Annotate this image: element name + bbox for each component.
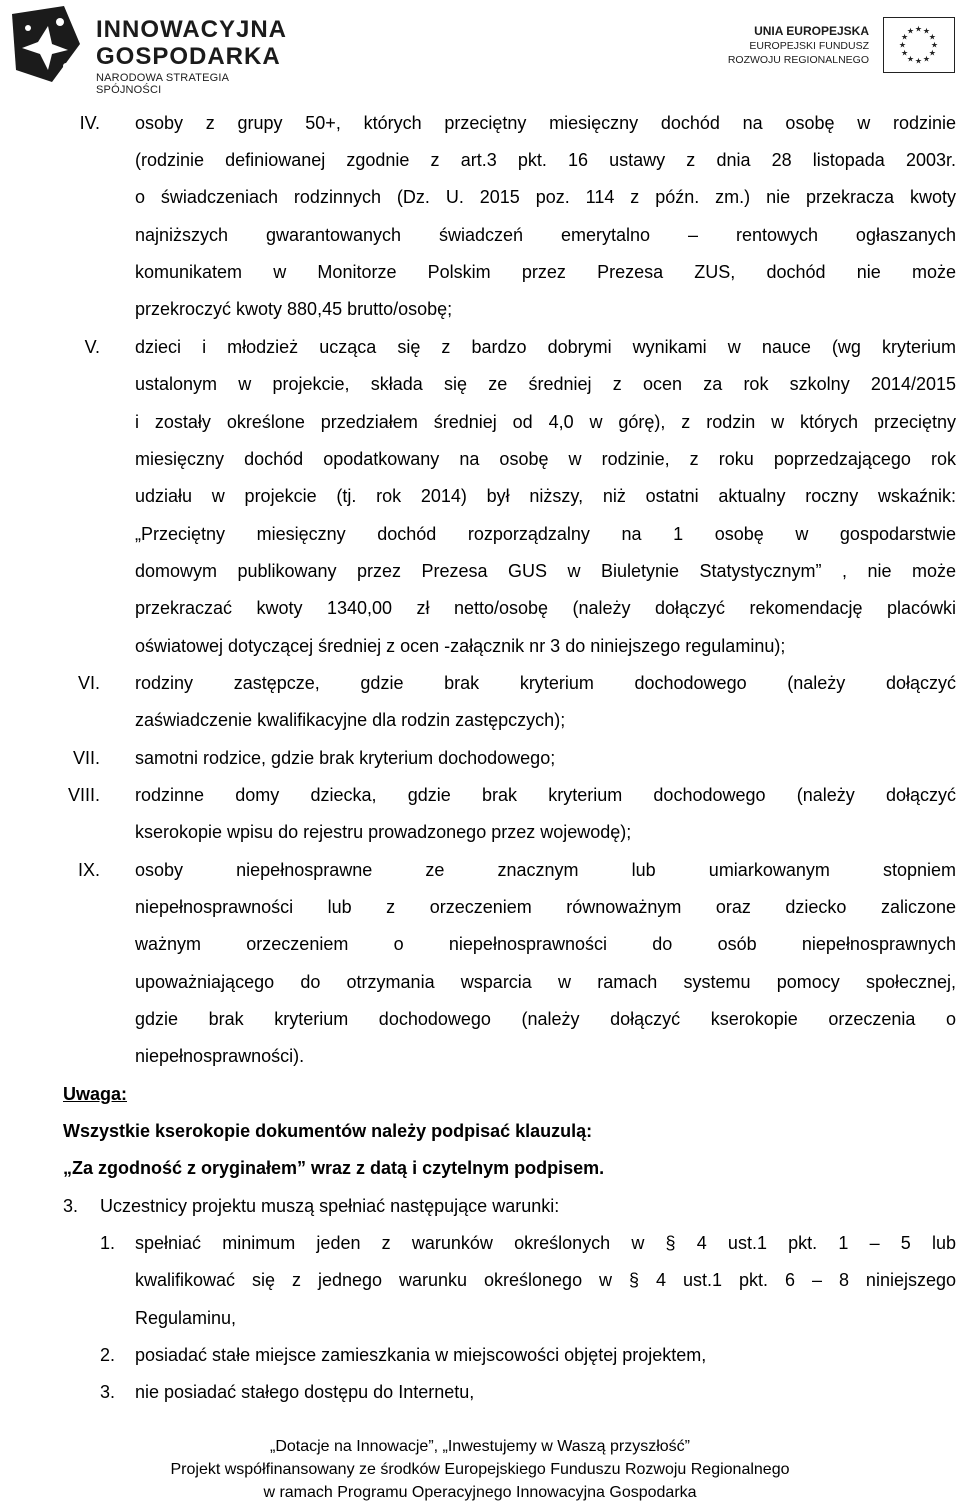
item-ix-line: gdzie brak kryterium dochodowego (należy dołączyć kserokopie orzeczenia o (135, 1009, 956, 1029)
logo-text-strategia: NARODOWA STRATEGIA SPÓJNOŚCI (96, 72, 229, 96)
eu-star-icon: ★ (922, 54, 931, 64)
item-ix-line: niepełnosprawności). (135, 1046, 305, 1066)
ig-star-emblem-icon (8, 4, 84, 84)
item-number: IV. (79, 113, 100, 133)
eu-star-icon: ★ (928, 32, 936, 42)
eu-star-icon: ★ (898, 40, 907, 50)
eu-flag-icon (883, 17, 955, 73)
section-title: Uczestnicy projektu muszą spełniać następujące warunki: (100, 1196, 560, 1216)
item-iv-line: przekroczyć kwoty 880,45 brutto/osobę; (135, 299, 453, 319)
eu-star-icon: ★ (914, 56, 923, 66)
eu-star-icon: ★ (930, 40, 939, 50)
item-v-line: „Przeciętny miesięczny dochód rozporządzalny na 1 osobę w gospodarstwie (135, 524, 956, 544)
condition-line: kwalifikować się z jednego warunku określonego w § 4 ust.1 pkt. 6 – 8 niniejszego (135, 1270, 956, 1290)
item-iv-line: o świadczeniach rodzinnych (Dz. U. 2015 poz. 114 z późn. zm.) nie przekracza kwoty (135, 187, 956, 207)
eu-star-icon: ★ (906, 54, 915, 64)
logo-text-innowacyjna: INNOWACYJNA (96, 16, 288, 43)
item-ix-line: niepełnosprawności lub z orzeczeniem równoważnym oraz dziecko zaliczone (135, 897, 956, 917)
condition-number: 2. (100, 1345, 116, 1365)
item-vi-line: zaświadczenie kwalifikacyjne dla rodzin zastępczych); (135, 710, 566, 730)
footer-cofinancing: Projekt współfinansowany ze środków Europejskiego Funduszu Rozwoju Regionalnego (170, 1461, 790, 1478)
eu-star-icon: ★ (906, 26, 915, 36)
item-number: VI. (77, 673, 100, 693)
eu-logo-text-union: UNIA EUROPEJSKA (754, 24, 869, 38)
note-clause: „Za zgodność z oryginałem” wraz z datą i czytelnym podpisem. (63, 1158, 605, 1178)
item-v-line: ustalonym w projekcie, składa się ze średniej z ocen za rok szkolny 2014/2015 (135, 374, 956, 394)
eu-logo-text-regional: ROZWOJU REGIONALNEGO (727, 54, 869, 66)
item-iv-line: najniższych gwarantowanych świadczeń emerytalno – rentowych ogłaszanych (135, 225, 956, 245)
item-viii-line: kserokopie wpisu do rejestru prowadzonego przez wojewodę); (135, 822, 632, 842)
item-v-line: i zostały określone przedziałem średniej od 4,0 w górę), z rodzin w których przeciętny (135, 412, 956, 432)
item-v-line: przekraczać kwoty 1340,00 zł netto/osobę (należy dołączyć rekomendację placówki (135, 598, 956, 618)
item-ix-line: upoważniającego do otrzymania wsparcia w ramach systemu pomocy społecznej, (135, 972, 956, 992)
section-number: 3. (63, 1196, 79, 1216)
condition-number: 1. (100, 1233, 116, 1253)
item-vii-line: samotni rodzice, gdzie brak kryterium dochodowego; (135, 748, 556, 768)
condition-line: Regulaminu, (135, 1308, 237, 1328)
item-iv-line: (rodzinie definiowanej zgodnie z art.3 pkt. 16 ustawy z dnia 28 listopada 2003r. (135, 150, 956, 170)
item-number: IX. (77, 860, 100, 880)
eu-star-icon: ★ (922, 26, 931, 36)
eu-star-icon: ★ (914, 24, 923, 34)
item-v-line: dzieci i młodzież ucząca się z bardzo dobrymi wynikami w nauce (wg kryterium (135, 337, 956, 357)
item-ix-line: osoby niepełnosprawne ze znacznym lub umiarkowanym stopniem (135, 860, 956, 880)
condition-line: spełniać minimum jeden z warunków określonych w § 4 ust.1 pkt. 1 – 5 lub (135, 1233, 956, 1253)
item-number: VIII. (67, 785, 100, 805)
item-viii-line: rodzinne domy dziecka, gdzie brak kryterium dochodowego (należy dołączyć (135, 785, 956, 805)
footer-slogan: „Dotacje na Innowacje”, „Inwestujemy w Waszą przyszłość” (270, 1438, 690, 1455)
footer-programme: w ramach Programu Operacyjnego Innowacyjna Gospodarka (263, 1484, 697, 1501)
condition-line: posiadać stałe miejsce zamieszkania w miejscowości objętej projektem, (135, 1345, 707, 1365)
eu-star-icon: ★ (901, 32, 909, 42)
note-text: Wszystkie kserokopie dokumentów należy podpisać klauzulą: (63, 1121, 593, 1141)
item-iv-line: osoby z grupy 50+, których przeciętny miesięczny dochód na osobę w rodzinie (135, 113, 956, 133)
note-heading: Uwaga: (63, 1084, 128, 1104)
item-v-line: oświatowej dotyczącej średniej z ocen -załącznik nr 3 do niniejszego regulaminu); (135, 636, 786, 656)
item-v-line: domowym publikowany przez Prezesa GUS w Biuletynie Statystycznym” , nie może (135, 561, 956, 581)
eu-fund-logo (727, 14, 955, 84)
item-v-line: udziału w projekcie (tj. rok 2014) był niższy, niż ostatni aktualny roczny wskaźnik: (135, 486, 956, 506)
condition-line: nie posiadać stałego dostępu do Internetu, (135, 1382, 475, 1402)
eu-star-icon: ★ (901, 48, 909, 58)
item-number: VII. (72, 748, 100, 768)
eu-star-icon: ★ (928, 48, 936, 58)
item-number: V. (84, 337, 100, 357)
item-ix-line: ważnym orzeczeniem o niepełnosprawności do osób niepełnosprawnych (135, 934, 956, 954)
item-iv-line: komunikatem w Monitorze Polskim przez Prezesa ZUS, dochód nie może (135, 262, 956, 282)
logo-text-gospodarka: GOSPODARKA (96, 43, 281, 70)
item-vi-line: rodziny zastępcze, gdzie brak kryterium dochodowego (należy dołączyć (135, 673, 956, 693)
eu-logo-text-fund: EUROPEJSKI FUNDUSZ (749, 40, 869, 52)
innowacyjna-gospodarka-logo (8, 4, 288, 96)
page-header (0, 0, 960, 96)
item-v-line: miesięczny dochód opodatkowany na osobę w rodzinie, z roku poprzedzającego rok (135, 449, 956, 469)
condition-number: 3. (100, 1382, 116, 1402)
